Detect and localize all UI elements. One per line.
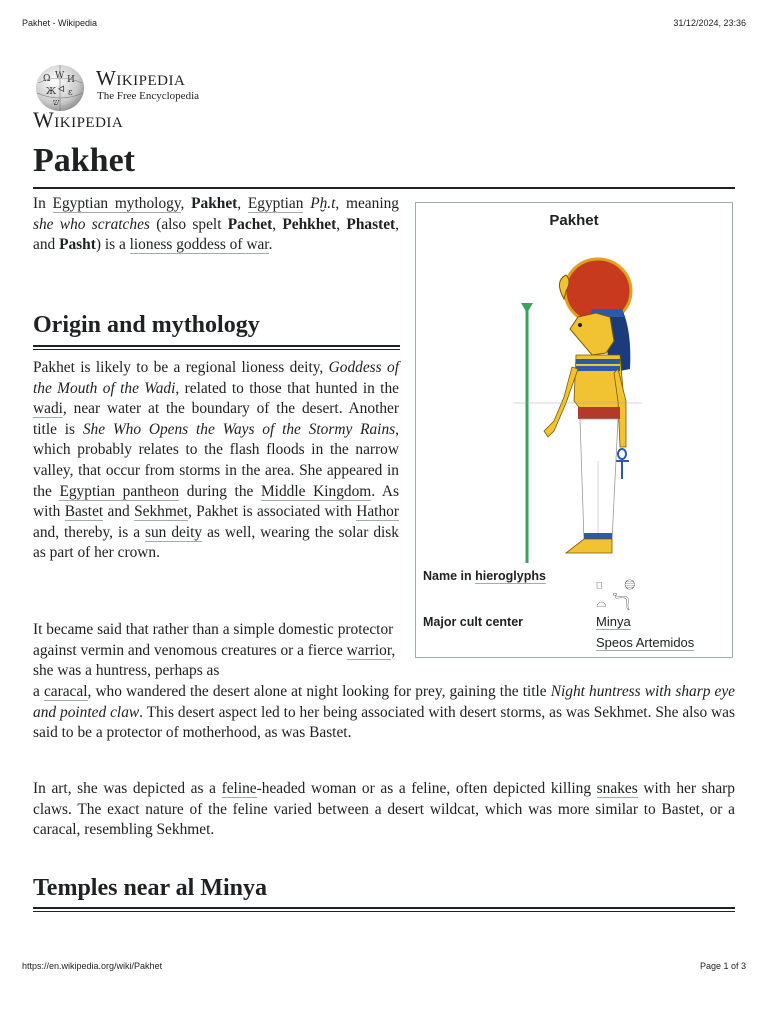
page-title: Pakhet <box>33 142 135 179</box>
link-egyptian-mythology[interactable]: Egyptian mythology <box>52 195 181 212</box>
link-wadi[interactable]: wadi <box>33 400 63 418</box>
svg-text:И: И <box>67 75 75 85</box>
link-sekhmet[interactable]: Sekhmet <box>134 503 188 521</box>
site-wordmark[interactable]: Wikipedia <box>33 107 124 132</box>
tab-title: Pakhet - Wikipedia <box>22 18 98 28</box>
page-indicator: Page 1 of 3 <box>699 961 746 971</box>
infobox-title: Pakhet <box>549 212 599 229</box>
origin-paragraph: Pakhet is likely to be a regional lioness deity, Goddess of the Mouth of the Wadi, related to those that hunted in the wadi, near water at the boundary of the desert. Another title is She Who Opens the Ways of the Stormy Rains, which probably relates to the flash floods in the narrow valley, that occur from storms in the area. She appeared in the Egyptian pantheon during the Middle Kingdom. As with Bastet and Sekhmet, Pakhet is associated with Hathor and, thereby, is a sun deity as well, wearing the solar disk as part of her crown. <box>33 359 399 562</box>
svg-text:ᐊ: ᐊ <box>58 85 65 95</box>
huntress-paragraph-top: It became said that rather than a simple domestic protector against vermin and venomous creatures or a fierce warrior, she was a huntress, perhaps as <box>33 621 396 680</box>
print-header <box>22 18 746 32</box>
title-divider <box>33 187 735 189</box>
link-lioness-goddess-of-war[interactable]: lioness goddess of war <box>129 236 269 254</box>
heading-temples-near-al-minya: Temples near al Minya <box>33 875 268 901</box>
svg-text:Ж: Ж <box>46 87 57 97</box>
section-divider <box>33 345 400 350</box>
logo-wordmark[interactable]: Wikipedia <box>96 66 186 90</box>
pakhet-illustration[interactable] <box>514 251 642 563</box>
wikipedia-globe-icon[interactable] <box>33 63 87 113</box>
infobox-label-major-cult-center: Major cult center <box>423 615 524 629</box>
intro-paragraph: In Egyptian mythology, Pakhet, Egyptian Pḫ.t, meaning she who scratches (also spelt Pachet, Pehkhet, Phastet, and Pasht) is a lioness goddess of war. <box>33 195 400 254</box>
section-divider <box>33 907 735 912</box>
timestamp: 31/12/2024, 23:36 <box>673 18 746 28</box>
hieroglyph-placenta-icon: 𓐍 <box>624 573 636 593</box>
page-url: https://en.wikipedia.org/wiki/Pakhet <box>22 961 163 971</box>
heading-origin-and-mythology: Origin and mythology <box>33 312 260 338</box>
hieroglyph-p-icon: 𓊪 <box>596 573 603 593</box>
svg-text:ש: ש <box>53 98 60 108</box>
link-snakes[interactable]: snakes <box>596 780 638 797</box>
link-warrior[interactable]: warrior <box>346 641 392 659</box>
logo-tagline: The Free Encyclopedia <box>97 90 200 102</box>
link-egyptian[interactable]: Egyptian <box>247 195 304 212</box>
link-caracal[interactable]: caracal <box>43 683 88 700</box>
link-bastet[interactable]: Bastet <box>64 503 104 521</box>
link-speos-artemidos[interactable]: Speos Artemidos <box>596 635 695 650</box>
infobox <box>415 202 733 658</box>
hieroglyph-t-feline-icon: 𓏏 𓆓 <box>596 595 631 615</box>
svg-text:ε: ε <box>68 88 73 98</box>
link-egyptian-pantheon[interactable]: Egyptian pantheon <box>59 482 180 500</box>
link-middle-kingdom[interactable]: Middle Kingdom <box>261 482 372 500</box>
link-hathor[interactable]: Hathor <box>356 503 399 521</box>
svg-text:W: W <box>55 71 65 81</box>
link-sun-deity[interactable]: sun deity <box>145 523 203 541</box>
svg-text:Ω: Ω <box>43 74 51 84</box>
link-feline[interactable]: feline <box>221 780 257 797</box>
huntress-paragraph-bottom: a caracal, who wandered the desert alone at night looking for prey, gaining the title Night huntress with sharp eye and pointed claw. This desert aspect led to her being associated with desert storms, as was Sekhmet. She also was said to be a protector of motherhood, as was Bastet. <box>33 683 735 742</box>
art-paragraph: In art, she was depicted as a feline-headed woman or as a feline, often depicted killing snakes with her sharp claws. The exact nature of the feline varied between a desert wildcat, which was more similar to Bastet, or a caracal, resembling Sekhmet. <box>33 780 735 839</box>
infobox-label-name-in-hieroglyphs: Name in hieroglyphs <box>423 569 546 583</box>
link-minya[interactable]: Minya <box>596 614 631 629</box>
link-hieroglyphs[interactable]: hieroglyphs <box>475 569 546 583</box>
